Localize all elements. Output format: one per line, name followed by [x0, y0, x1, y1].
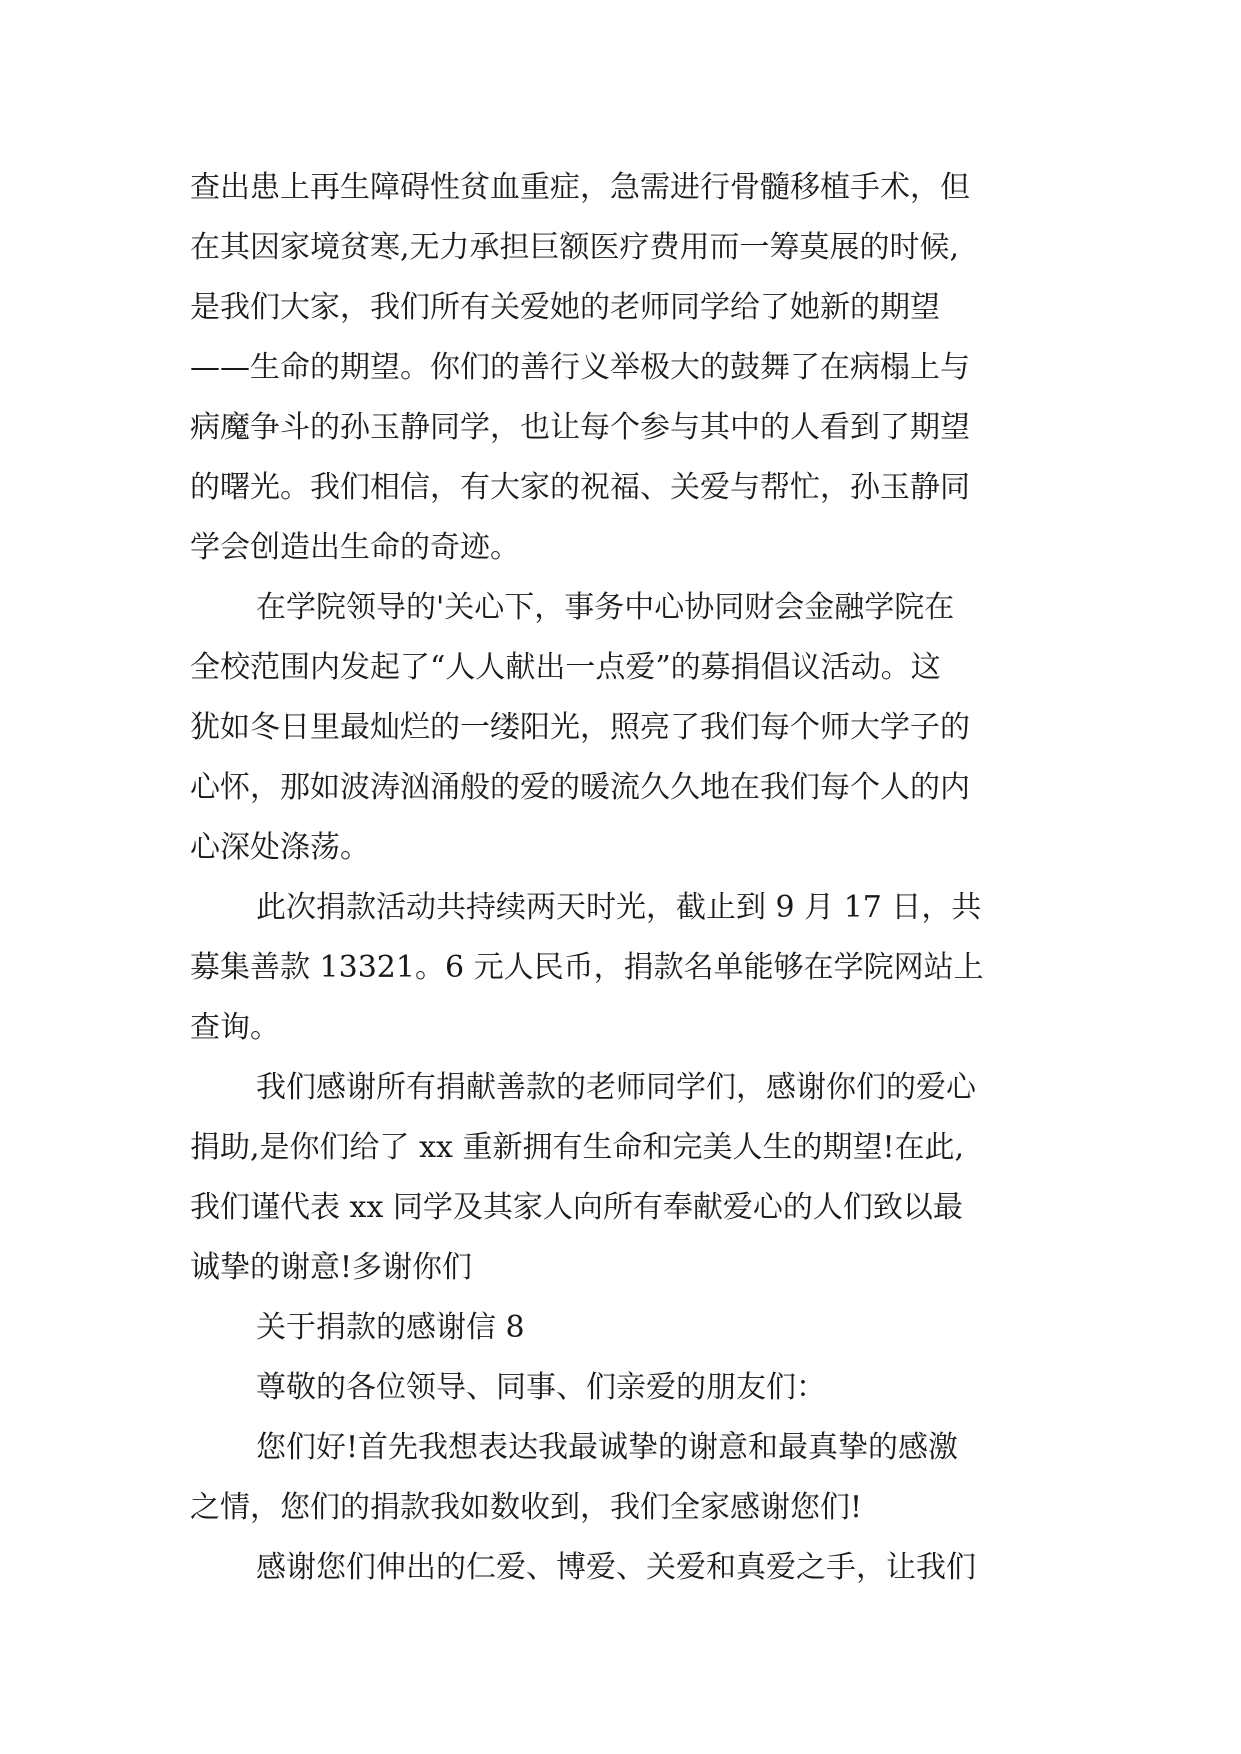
paragraph-start-line: 在学院领导的'关心下，事务中心协同财会金融学院在: [256, 590, 955, 625]
text-line: 查出患上再生障碍性贫血重症，急需进行骨髓移植手术，但: [190, 170, 970, 205]
text-line: 在其因家境贫寒,无力承担巨额医疗费用而一筹莫展的时候,: [190, 230, 960, 265]
section-heading: 关于捐款的感谢信 8: [256, 1310, 525, 1345]
text-line: 全校范围内发起了“人人献出一点爱”的募捐倡议活动。这: [190, 650, 941, 685]
text-line: 学会创造出生命的奇迹。: [190, 530, 520, 565]
paragraph-start-line: 您们好!首先我想表达我最诚挚的谢意和最真挚的感激: [256, 1430, 959, 1465]
text-line: 募集善款 13321。6 元人民币，捐款名单能够在学院网站上: [190, 950, 984, 985]
text-line: 捐助,是你们给了 xx 重新拥有生命和完美人生的期望!在此,: [190, 1130, 965, 1165]
text-line: 的曙光。我们相信，有大家的祝福、关爱与帮忙，孙玉静同: [190, 470, 970, 505]
paragraph-start-line: 我们感谢所有捐献善款的老师同学们，感谢你们的爱心: [256, 1070, 976, 1105]
paragraph-start-line: 此次捐款活动共持续两天时光，截止到 9 月 17 日，共: [256, 890, 982, 925]
text-line: 我们谨代表 xx 同学及其家人向所有奉献爱心的人们致以最: [190, 1190, 963, 1225]
text-line: 是我们大家，我们所有关爱她的老师同学给了她新的期望: [190, 290, 940, 325]
text-line: 之情，您们的捐款我如数收到，我们全家感谢您们!: [190, 1490, 863, 1525]
text-line: 诚挚的谢意!多谢你们: [190, 1250, 473, 1285]
text-line: ——生命的期望。你们的善行义举极大的鼓舞了在病榻上与: [190, 350, 970, 385]
paragraph-start-line: 感谢您们伸出的仁爱、博爱、关爱和真爱之手，让我们: [256, 1550, 976, 1585]
salutation: 尊敬的各位领导、同事、们亲爱的朋友们：: [256, 1370, 826, 1405]
text-line: 查询。: [190, 1010, 280, 1045]
text-line: 犹如冬日里最灿烂的一缕阳光，照亮了我们每个师大学子的: [190, 710, 970, 745]
text-line: 心怀，那如波涛汹涌般的爱的暖流久久地在我们每个人的内: [190, 770, 970, 805]
letter-body: [190, 158, 1090, 1598]
text-line: 心深处涤荡。: [190, 830, 370, 865]
text-line: 病魔争斗的孙玉静同学，也让每个参与其中的人看到了期望: [190, 410, 970, 445]
